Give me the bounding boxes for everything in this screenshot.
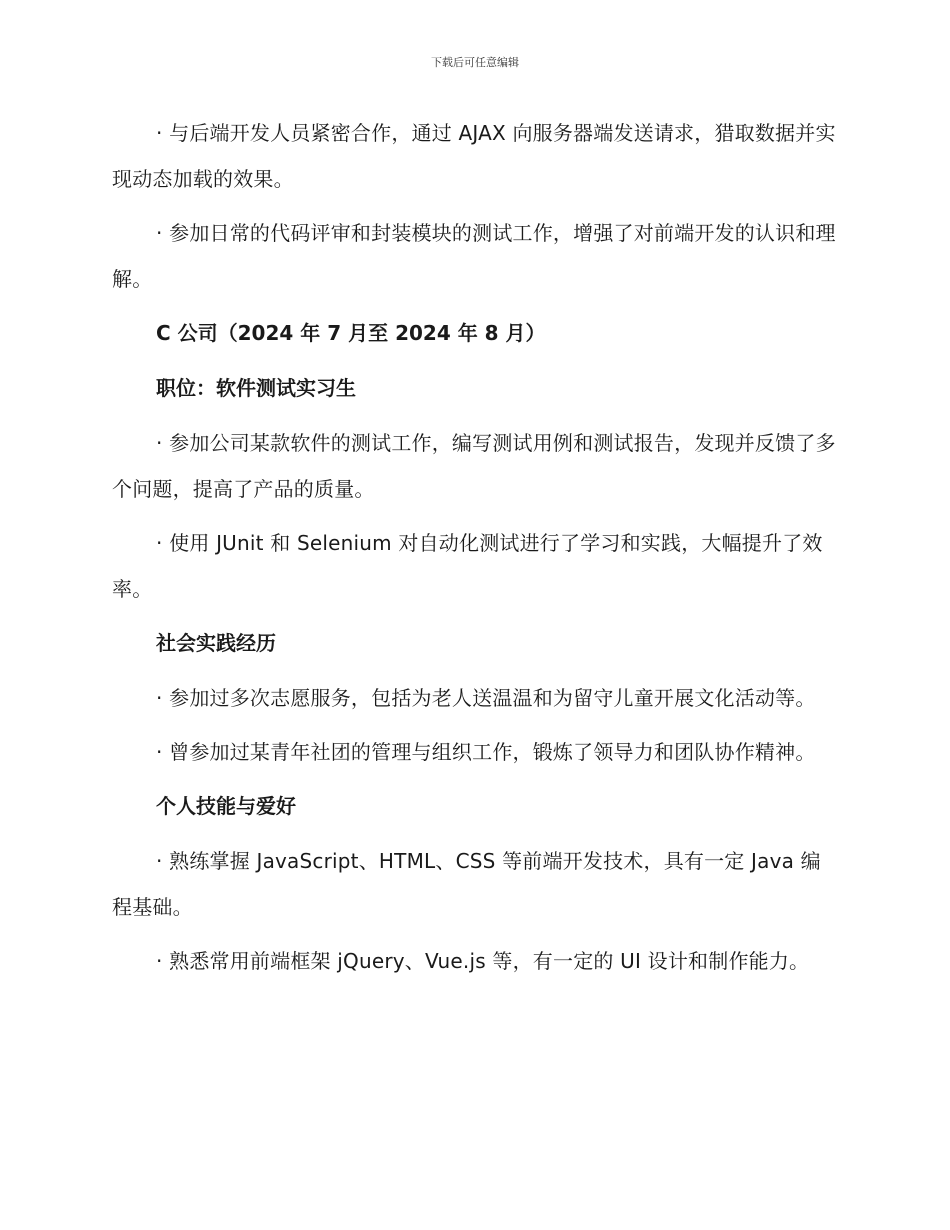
bullet-frontend-frameworks: · 熟悉常用前端框架 jQuery、Vue.js 等，有一定的 UI 设计和制作能力。 <box>156 949 810 973</box>
social-practice-heading: 社会实践经历 <box>156 631 276 655</box>
bullet-frontend-skills: · 熟练掌握 JavaScript、HTML、CSS 等前端开发技术，具有一定 Java 编程基础。 <box>112 849 821 919</box>
company-c-heading: C 公司（2024 年 7 月至 2024 年 8 月） <box>156 321 546 345</box>
bullet-code-review: · 参加日常的代码评审和封装模块的测试工作，增强了对前端开发的认识和理解。 <box>112 221 836 291</box>
bullet-youth-club: · 曾参加过某青年社团的管理与组织工作，锻炼了领导力和团队协作精神。 <box>156 740 816 764</box>
document-body <box>112 110 837 992</box>
page-header: 下载后可任意编辑 <box>431 56 519 69</box>
skills-heading: 个人技能与爱好 <box>156 794 296 818</box>
position-heading: 职位：软件测试实习生 <box>156 376 356 400</box>
bullet-software-testing: · 参加公司某款软件的测试工作，编写测试用例和测试报告，发现并反馈了多个问题，提高了产品的质量。 <box>112 431 836 501</box>
bullet-volunteer-service: · 参加过多次志愿服务，包括为老人送温温和为留守儿童开展文化活动等。 <box>156 686 816 710</box>
bullet-automation-testing: · 使用 JUnit 和 Selenium 对自动化测试进行了学习和实践，大幅提升了效率。 <box>112 531 823 601</box>
bullet-ajax-collaboration: · 与后端开发人员紧密合作，通过 AJAX 向服务器端发送请求，猎取数据并实现动态加载的效果。 <box>112 121 836 191</box>
